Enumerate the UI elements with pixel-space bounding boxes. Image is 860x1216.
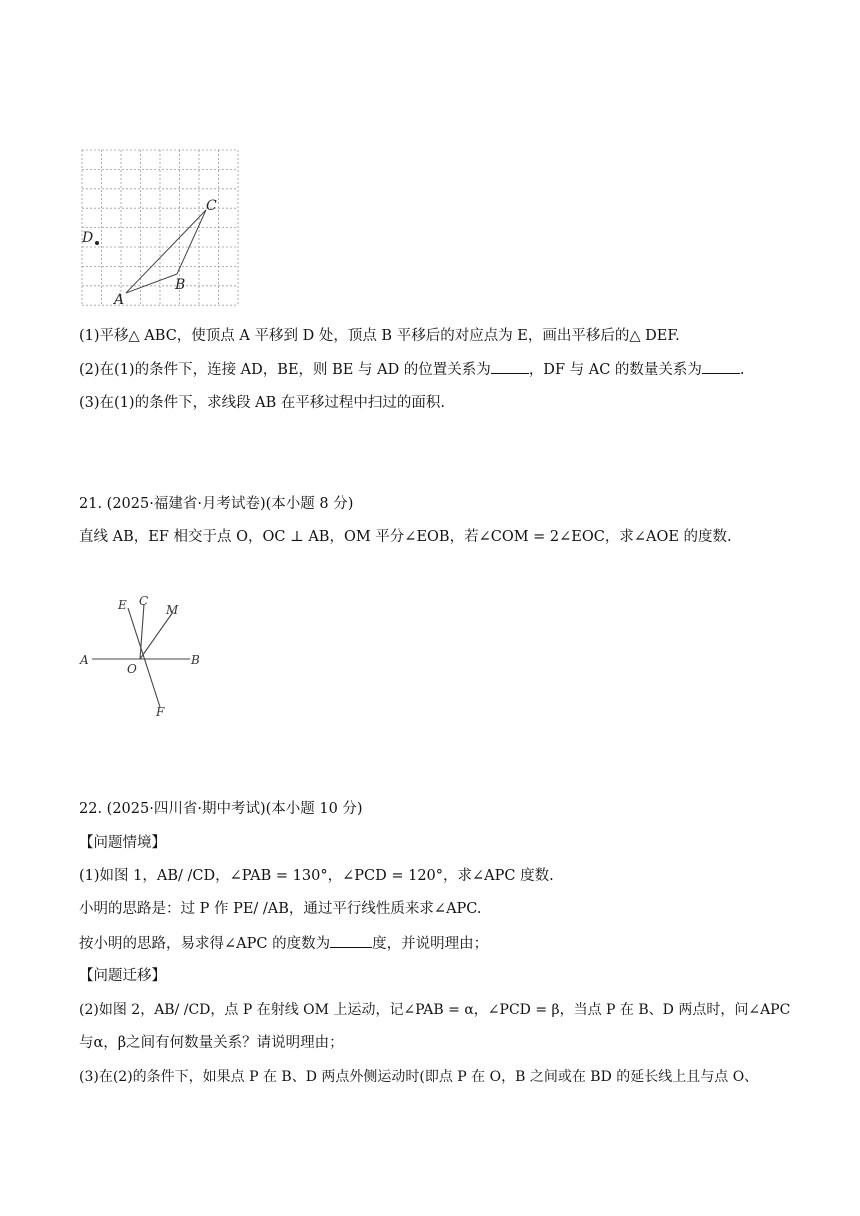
grid-triangle-figure [80, 148, 240, 310]
q20-part2-text-b: ，DF 与 AC 的数量关系为 [528, 362, 702, 378]
label-a: A [80, 653, 89, 667]
q22-part3: (3)在(2)的条件下，如果点 P 在 B、D 两点外侧运动时(即点 P 在 O，B 之间或在 BD 的延长线上且与点 O、 [79, 1069, 759, 1085]
grid-lines [82, 150, 238, 306]
q22-heading: 22. (2025·四川省·期中考试)(本小题 10 分) [79, 801, 363, 817]
label-m: M [166, 603, 179, 617]
label-b: B [175, 277, 186, 293]
point-d [95, 241, 99, 245]
q22-section-1: 【问题情境】 [79, 835, 166, 851]
label-o: O [127, 662, 137, 676]
q20-part1: (1)平移△ ABC，使顶点 A 平移到 D 处，顶点 B 平移后的对应点为 E，画出平移后的△ DEF. [79, 328, 680, 344]
q21-text: 直线 AB，EF 相交于点 O，OC ⊥ AB，OM 平分∠EOB，若∠COM = 2∠EOC，求∠AOE 的度数. [79, 529, 732, 545]
q20-part2-text-a: (2)在(1)的条件下，连接 AD，BE，则 BE 与 AD 的位置关系为 [79, 362, 491, 378]
q21-heading: 21. (2025·福建省·月考试卷)(本小题 8 分) [79, 496, 354, 512]
q22-part2-line2: 与α，β之间有何数量关系？请说明理由； [79, 1035, 344, 1051]
lines-angle-figure [78, 590, 218, 720]
q22-part1-task [79, 933, 488, 954]
q22-part1-hint: 小明的思路是：过 P 作 PE/ /AB，通过平行线性质来求∠APC. [79, 901, 482, 917]
label-d: D [82, 230, 94, 246]
q22-blank-1[interactable] [330, 933, 372, 948]
q20-blank-1[interactable] [491, 359, 529, 374]
ray-om [140, 612, 173, 659]
label-f: F [156, 705, 165, 719]
label-c: C [139, 594, 149, 608]
q20-part2-text-c: . [739, 362, 745, 378]
label-a: A [114, 292, 125, 308]
q20-part2 [79, 359, 745, 380]
label-c: C [206, 198, 217, 214]
q22-section-2: 【问题迁移】 [79, 968, 166, 984]
triangle-abc [126, 210, 206, 293]
q22-part1-task-b: 度，并说明理由； [372, 936, 489, 952]
q20-part3: (3)在(1)的条件下，求线段 AB 在平移过程中扫过的面积. [79, 395, 446, 411]
q22-part2-line1: (2)如图 2，AB/ /CD，点 P 在射线 OM 上运动，记∠PAB = α，∠PCD = β，当点 P 在 B、D 两点时，问∠APC [79, 1002, 791, 1018]
q22-part1: (1)如图 1，AB/ /CD，∠PAB = 130°，∠PCD = 120°，求∠APC 度数. [79, 868, 554, 884]
q20-blank-2[interactable] [702, 359, 740, 374]
label-e: E [118, 598, 127, 612]
line-ef [128, 608, 160, 707]
label-b: B [191, 653, 200, 667]
q22-part1-task-a: 按小明的思路，易求得∠APC 的度数为 [79, 936, 331, 952]
